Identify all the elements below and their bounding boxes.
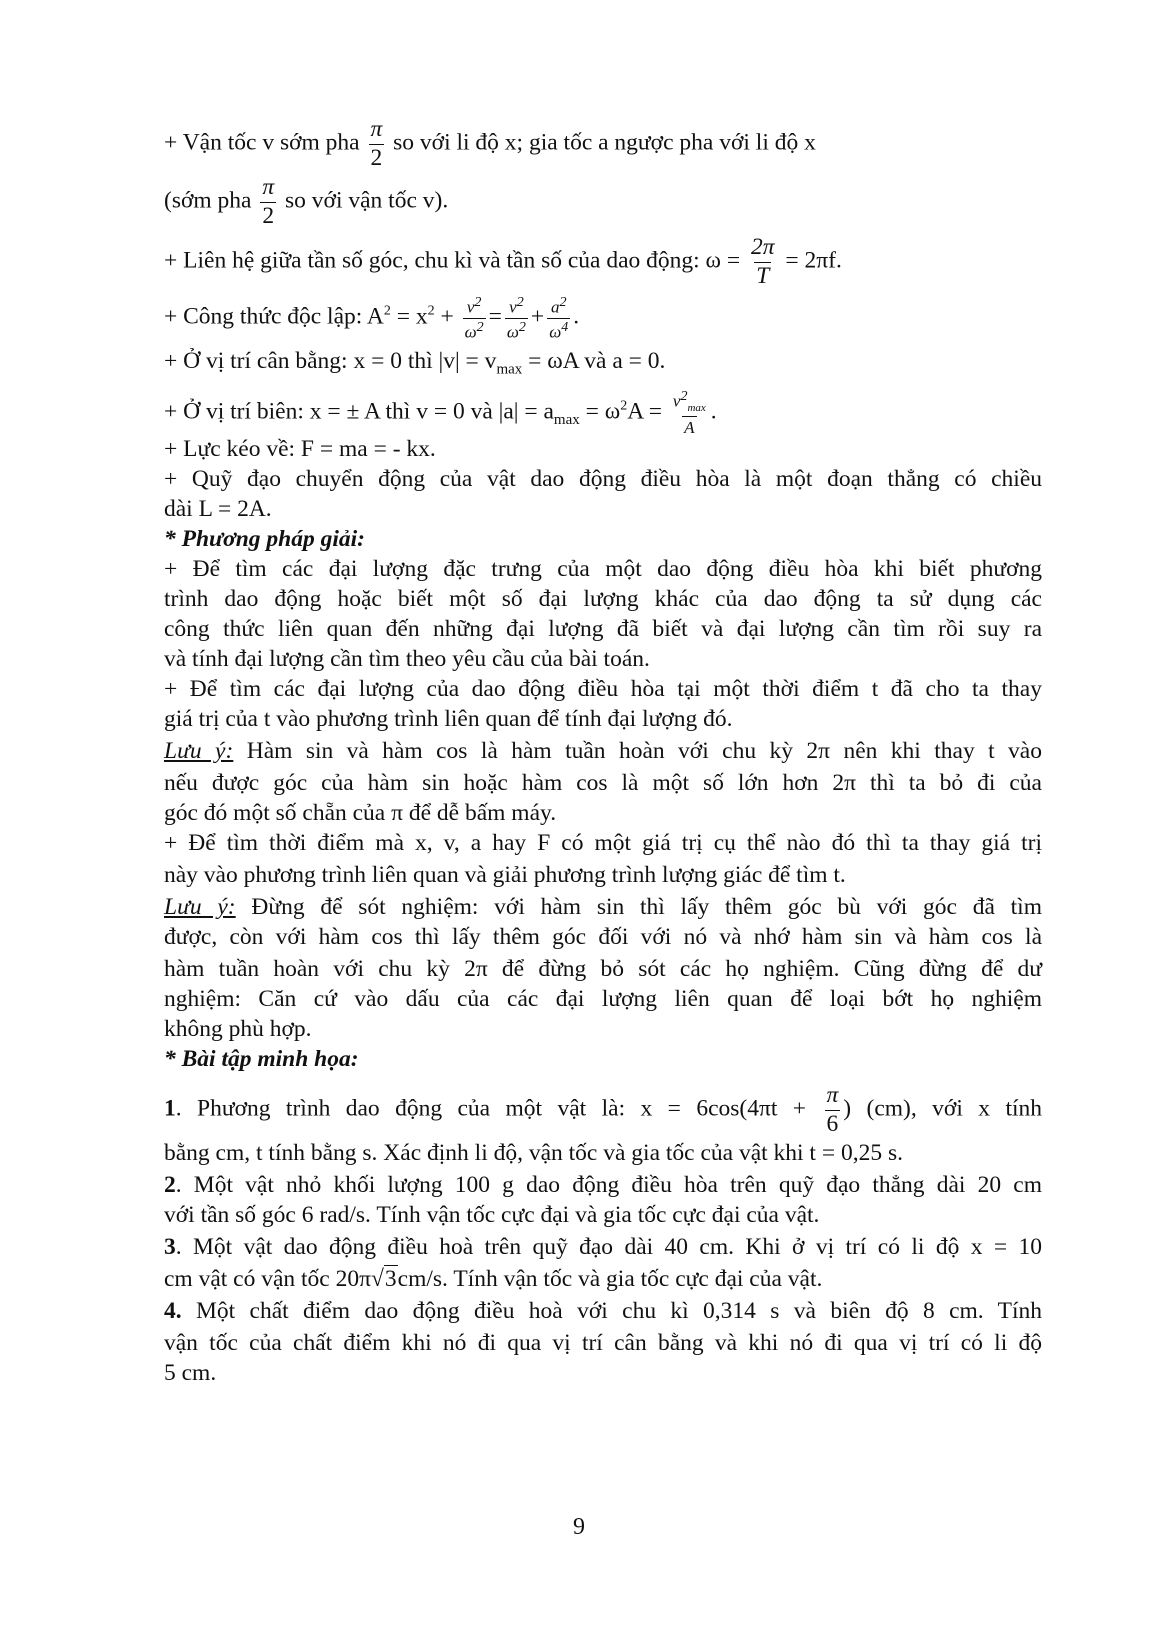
- text-line: [164, 1264, 822, 1294]
- text-line: [164, 296, 579, 340]
- sqrt-3: √3: [370, 1266, 397, 1292]
- exercise-number: 3: [164, 1234, 176, 1260]
- text-line: + Lực kéo về: F = ma = - kx.: [164, 436, 436, 462]
- text: cm/s. Tính vận tốc và gia tốc cực đại của vật.: [397, 1266, 823, 1292]
- fraction-vmax2-over-A: $\frac{v^2_{max}}{A}$: [672, 389, 706, 438]
- text-line: nghiệm: Căn cứ vào dấu của các đại lượng liên quan để loại bớt họ nghiệm: [164, 986, 1042, 1012]
- section-heading: * Phương pháp giải:: [164, 526, 366, 552]
- text: .: [710, 398, 717, 425]
- note-label: Lưu ý:: [164, 894, 236, 920]
- text: + Liên hệ giữa tần số góc, chu kì và tần số của dao động: ω =: [164, 247, 741, 274]
- text-line: + Để tìm các đại lượng đặc trưng của một dao động điều hòa khi biết phương: [164, 556, 1042, 582]
- text-line: nếu được góc của hàm sin hoặc hàm cos là một số lớn hơn 2π thì ta bỏ đi của: [164, 770, 1042, 796]
- text: . Một vật dao động điều hoà trên quỹ đạo dài 40 cm. Khi ở vị trí có li độ x = 10: [175, 1234, 1042, 1260]
- text: Đừng để sót nghiệm: với hàm sin thì lấy thêm góc bù với góc đã tìm: [235, 894, 1042, 920]
- text: .: [573, 303, 580, 330]
- text-line: trình dao động hoặc biết một số đại lượng khác của dao động ta sử dụng các: [164, 586, 1042, 612]
- text-line: hàm tuần hoàn với chu kỳ 2π để đừng bỏ sót các họ nghiệm. Cũng đừng để dư: [164, 956, 1042, 982]
- text-line: góc đó một số chẵn của π để dễ bấm máy.: [164, 800, 557, 826]
- text: A =: [627, 398, 663, 425]
- exercise-1: [164, 1084, 1042, 1136]
- text: (sớm pha: [164, 187, 252, 214]
- text-line: và tính đại lượng cần tìm theo yêu cầu của bài toán.: [164, 646, 650, 672]
- text: . Một vật nhỏ khối lượng 100 g dao động điều hòa trên quỹ đạo thẳng dài 20 cm: [175, 1172, 1042, 1198]
- text: so với vận tốc v).: [285, 187, 449, 214]
- text: Một chất điểm dao động điều hoà với chu kì 0,314 s và biên độ 8 cm. Tính: [181, 1298, 1042, 1324]
- text-line: công thức liên quan đến những đại lượng đã biết và đại lượng cần tìm rồi suy ra: [164, 616, 1042, 642]
- text: = 2πf.: [785, 247, 842, 274]
- text-line: vận tốc của chất điểm khi nó đi qua vị trí cân bằng và khi nó đi qua vị trí có li độ: [164, 1330, 1042, 1356]
- fraction-v2-over-omega2: $\frac{v^2}{\omega^2}$: [506, 295, 526, 342]
- text: ) (cm), với x tính: [843, 1095, 1043, 1122]
- section-heading: * Bài tập minh họa:: [164, 1046, 359, 1072]
- text-line: bằng cm, t tính bằng s. Xác định li độ, vận tốc và gia tốc của vật khi t = 0,25 s.: [164, 1140, 903, 1166]
- fraction-2pi-over-T: $\frac{2\pi}{T}$: [751, 234, 775, 289]
- text: cm vật có vận tốc 20π: [164, 1266, 371, 1292]
- text: = ω: [579, 398, 621, 425]
- exercise-number: 2: [164, 1172, 176, 1198]
- text-line: dài L = 2A.: [164, 496, 272, 522]
- text: + Ở vị trí cân bằng: x = 0 thì |v| = v: [164, 348, 497, 374]
- fraction-v2-over-omega2: $\frac{v^2}{\omega^2}$: [464, 295, 484, 342]
- text: + Vận tốc v sớm pha: [164, 129, 360, 156]
- text: = ωA và a = 0.: [522, 348, 666, 374]
- text-line: [164, 176, 448, 228]
- fraction-a2-over-omega4: $\frac{a^2}{\omega^4}$: [549, 295, 569, 342]
- text-line: giá trị của t vào phương trình liên quan để tính đại lượng đó.: [164, 706, 733, 732]
- text-line: [164, 736, 1042, 766]
- superscript: 2: [383, 303, 391, 319]
- fraction-pi-over-6: $\frac{\pi}{6}$: [826, 1082, 839, 1137]
- text-line: được, còn với hàm cos thì lấy thêm góc đối với nó và nhớ hàm sin và hàm cos là: [164, 924, 1042, 950]
- superscript: 2: [427, 303, 435, 319]
- subscript: max: [553, 412, 580, 429]
- text: Hàm sin và hàm cos là hàm tuần hoàn với chu kỳ 2π nên khi thay t vào: [233, 738, 1042, 764]
- subscript: max: [496, 361, 523, 378]
- text-line: + Để tìm thời điểm mà x, v, a hay F có một giá trị cụ thể nào đó thì ta thay giá trị: [164, 830, 1042, 856]
- text: so với li độ x; gia tốc a ngược pha với li độ x: [393, 129, 816, 156]
- text-line: 5 cm.: [164, 1360, 217, 1386]
- exercise-number: 4.: [164, 1298, 182, 1324]
- text-line: [164, 892, 1042, 922]
- text: = x: [390, 303, 428, 330]
- text: +: [530, 303, 545, 330]
- text-line: [164, 390, 717, 436]
- text: =: [488, 303, 502, 330]
- superscript: 2: [620, 398, 628, 414]
- text: + Ở vị trí biên: x = ± A thì v = 0 và |a| = a: [164, 398, 554, 425]
- exercise-2: [164, 1170, 1042, 1200]
- page-number: 9: [573, 1514, 585, 1540]
- text-line: [164, 236, 842, 288]
- fraction-pi-over-2: $\frac{\pi}{2}$: [370, 116, 383, 171]
- text-line: này vào phương trình liên quan và giải phương trình lượng giác để tìm t.: [164, 862, 846, 888]
- text-line: + Quỹ đạo chuyển động của vật dao động điều hòa là một đoạn thẳng có chiều: [164, 466, 1042, 492]
- fraction-pi-over-2: $\frac{\pi}{2}$: [262, 174, 275, 229]
- text-line: [164, 118, 816, 170]
- text: . Phương trình dao động của một vật là: x = 6cos(4πt +: [175, 1095, 807, 1122]
- text: + Công thức độc lập: A: [164, 303, 384, 330]
- note-label: Lưu ý:: [164, 738, 234, 764]
- text-line: không phù hợp.: [164, 1016, 312, 1042]
- text-line: + Để tìm các đại lượng của dao động điều hòa tại một thời điểm t đã cho ta thay: [164, 676, 1042, 702]
- text-line: [164, 346, 665, 385]
- text-line: với tần số góc 6 rad/s. Tính vận tốc cực đại và gia tốc cực đại của vật.: [164, 1202, 820, 1228]
- exercise-number: 1: [164, 1095, 176, 1122]
- text: +: [434, 303, 454, 330]
- exercise-4: [164, 1296, 1042, 1326]
- exercise-3: [164, 1232, 1042, 1262]
